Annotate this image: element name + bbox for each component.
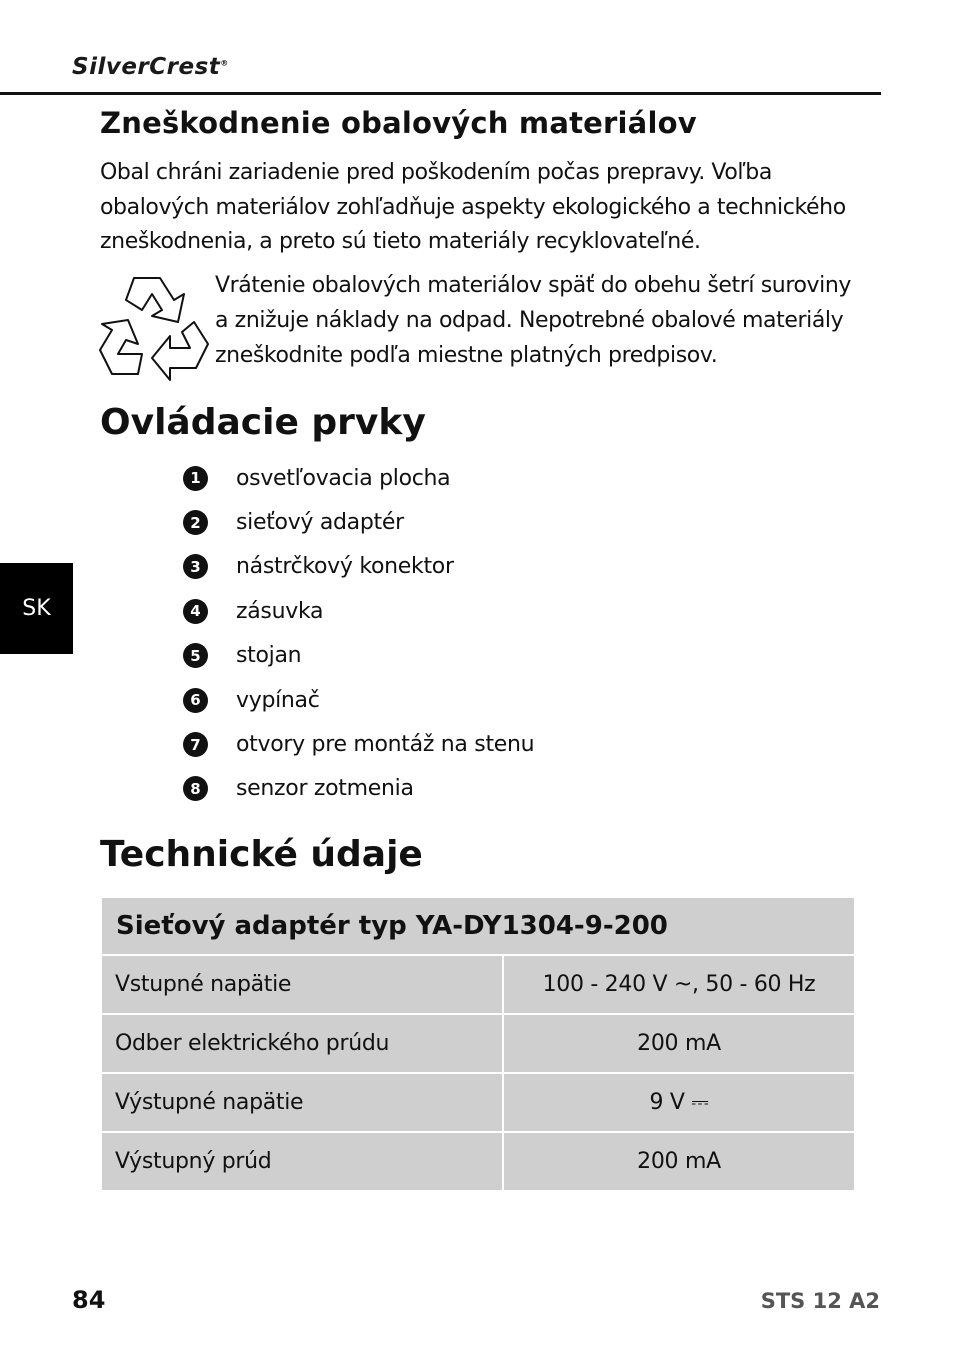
list-item [183, 589, 534, 633]
row-label: Výstupné napätie [101, 1073, 503, 1132]
list-item [183, 456, 534, 500]
row-label: Odber elektrického prúdu [101, 1014, 503, 1073]
item-number-badge: 1 [183, 466, 208, 491]
recycle-paragraph: Vrátenie obalových materiálov späť do obehu šetrí suroviny a znižuje náklady na odpad. Nepotrebné obalové materiály zneškodnite podľa miestne platných predpisov. [215, 273, 852, 368]
item-number-badge: 3 [183, 554, 208, 579]
controls-title: Ovládacie prvky [100, 402, 426, 443]
item-number-badge: 6 [183, 688, 208, 713]
row-label: Výstupný prúd [101, 1132, 503, 1191]
item-number-badge: 4 [183, 599, 208, 624]
page-number: 84 [72, 1286, 106, 1314]
row-value: 200 mA [503, 1132, 855, 1191]
list-item [183, 678, 534, 722]
model-number: STS 12 A2 [760, 1289, 880, 1313]
table-header: Sieťový adaptér typ YA-DY1304-9-200 [101, 897, 855, 955]
item-number-badge: 2 [183, 510, 208, 535]
row-value: 9 V ⎓ [503, 1073, 855, 1132]
item-label: nástrčkový konektor [236, 554, 454, 580]
list-item [183, 545, 534, 589]
item-label: vypínač [236, 687, 320, 713]
row-value: 200 mA [503, 1014, 855, 1073]
item-label: stojan [236, 643, 302, 669]
item-number-badge: 8 [183, 776, 208, 801]
brand-logo [72, 54, 229, 80]
recycle-icon [98, 270, 210, 382]
brand-name: SilverCrest [72, 54, 221, 80]
list-item [183, 767, 534, 811]
item-label: osvetľovacia plocha [236, 465, 451, 491]
item-number-badge: 7 [183, 732, 208, 757]
technical-title: Technické údaje [100, 834, 423, 875]
header-rule [0, 92, 881, 95]
controls-list [183, 456, 534, 811]
row-value: 100 - 240 V ~, 50 - 60 Hz [503, 955, 855, 1014]
item-label: senzor zotmenia [236, 776, 414, 802]
registered-mark: ® [220, 58, 229, 68]
list-item [183, 500, 534, 544]
language-tab [0, 563, 73, 654]
table-row [101, 1132, 855, 1191]
table-row [101, 955, 855, 1014]
item-label: sieťový adaptér [236, 510, 404, 536]
list-item [183, 634, 534, 678]
disposal-title: Zneškodnenie obalových materiálov [100, 106, 697, 140]
table-row [101, 1014, 855, 1073]
disposal-paragraph: Obal chráni zariadenie pred poškodením počas prepravy. Voľba obalových materiálov zohľadňuje aspekty ekologického a technického zneškodnenia, a preto sú tieto materiály recyklovateľné. [100, 160, 846, 254]
language-tab-label: SK [22, 596, 51, 621]
item-number-badge: 5 [183, 643, 208, 668]
technical-data-table [100, 896, 856, 1192]
item-label: zásuvka [236, 598, 324, 624]
list-item [183, 722, 534, 766]
item-label: otvory pre montáž na stenu [236, 732, 535, 758]
row-label: Vstupné napätie [101, 955, 503, 1014]
table-row [101, 1073, 855, 1132]
table-header-row [101, 897, 855, 955]
